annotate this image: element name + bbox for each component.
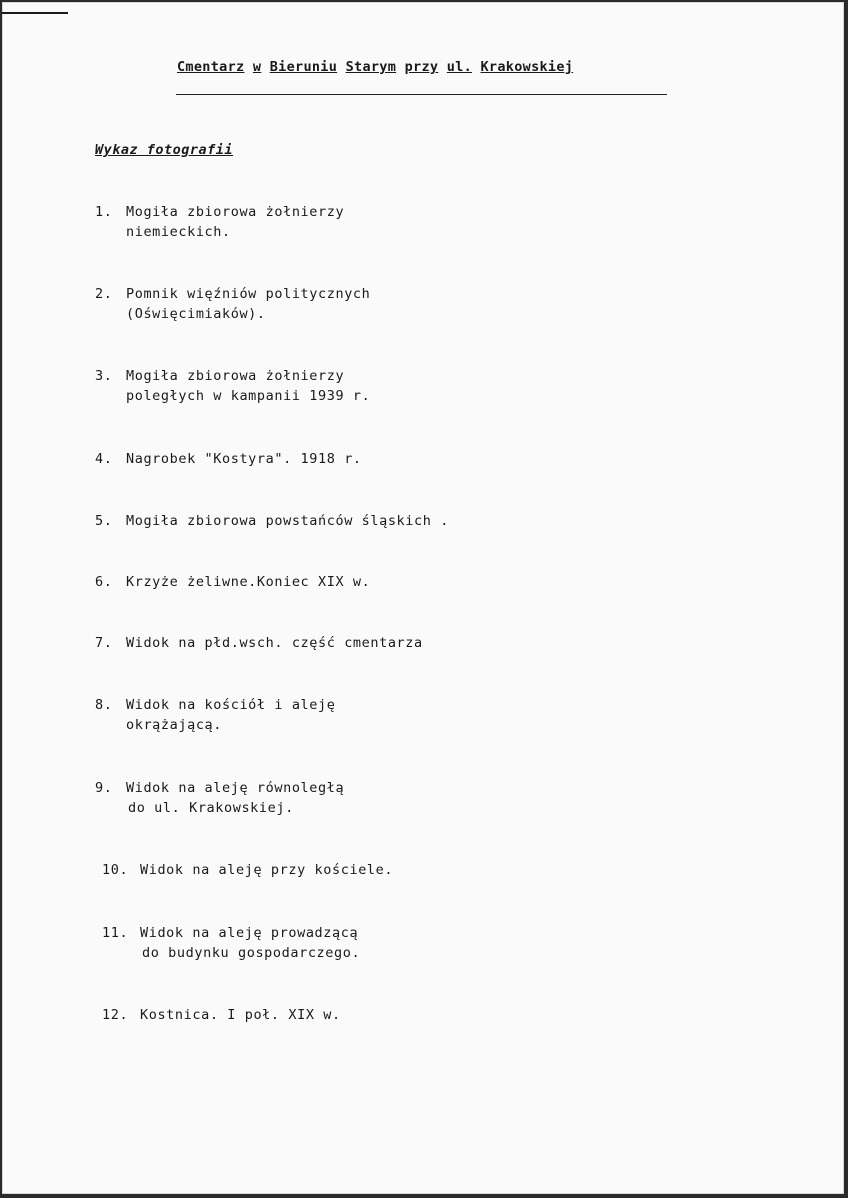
item-text: Mogiła zbiorowa żołnierzy [126,368,345,384]
list-item [102,1005,341,1025]
list-item [95,284,370,324]
item-text: Krzyże żeliwne.Koniec XIX w. [126,574,371,590]
document-page [2,2,844,1194]
item-number: 11. [102,925,129,941]
item-number: 4. [95,451,113,467]
list-item [95,366,370,406]
item-number: 1. [95,204,113,220]
item-number: 2. [95,286,113,302]
item-number: 12. [102,1007,129,1023]
list-item [102,860,393,880]
list-item [95,778,344,818]
item-text: Widok na aleję prowadzącą [140,925,359,941]
item-number: 8. [95,697,113,713]
list-item [95,572,370,592]
item-text: Widok na kościół i aleję [126,697,336,713]
title-word: przy [404,59,439,75]
list-item [95,633,423,653]
list-item [102,923,360,963]
list-item [95,202,344,242]
scan-mark [2,12,68,14]
item-text: Nagrobek "Kostyra". 1918 r. [126,451,362,467]
title-divider [176,94,667,95]
item-number: 7. [95,635,113,651]
title-word: w [252,59,262,75]
item-text-continued: (Oświęcimiaków). [126,306,266,322]
item-number: 6. [95,574,113,590]
item-text-continued: do ul. Krakowskiej. [128,800,294,816]
item-number: 3. [95,368,113,384]
title-word: Krakowskiej [480,59,574,75]
item-text: Widok na płd.wsch. część cmentarza [126,635,423,651]
item-text-continued: poległych w kampanii 1939 r. [126,388,371,404]
document-title [177,59,573,75]
item-text: Widok na aleję przy kościele. [140,862,394,878]
list-item [95,511,449,531]
title-word: ul. [446,59,473,75]
title-word: Starym [345,59,397,75]
section-heading: Wykaz fotografii [95,142,234,158]
item-number: 5. [95,513,113,529]
list-item [95,449,362,469]
item-text-continued: okrążającą. [126,717,223,733]
item-text-continued: niemieckich. [126,224,231,240]
item-number: 10. [102,862,129,878]
title-word: Cmentarz [177,59,245,75]
item-text: Kostnica. I poł. XIX w. [140,1007,341,1023]
item-number: 9. [95,780,113,796]
list-item [95,695,335,735]
item-text-continued: do budynku gospodarczego. [142,945,361,961]
item-text: Mogiła zbiorowa żołnierzy [126,204,345,220]
item-text: Mogiła zbiorowa powstańców śląskich . [126,513,449,529]
item-text: Pomnik więźniów politycznych [126,286,371,302]
item-text: Widok na aleję równoległą [126,780,345,796]
title-word: Bieruniu [269,59,338,75]
